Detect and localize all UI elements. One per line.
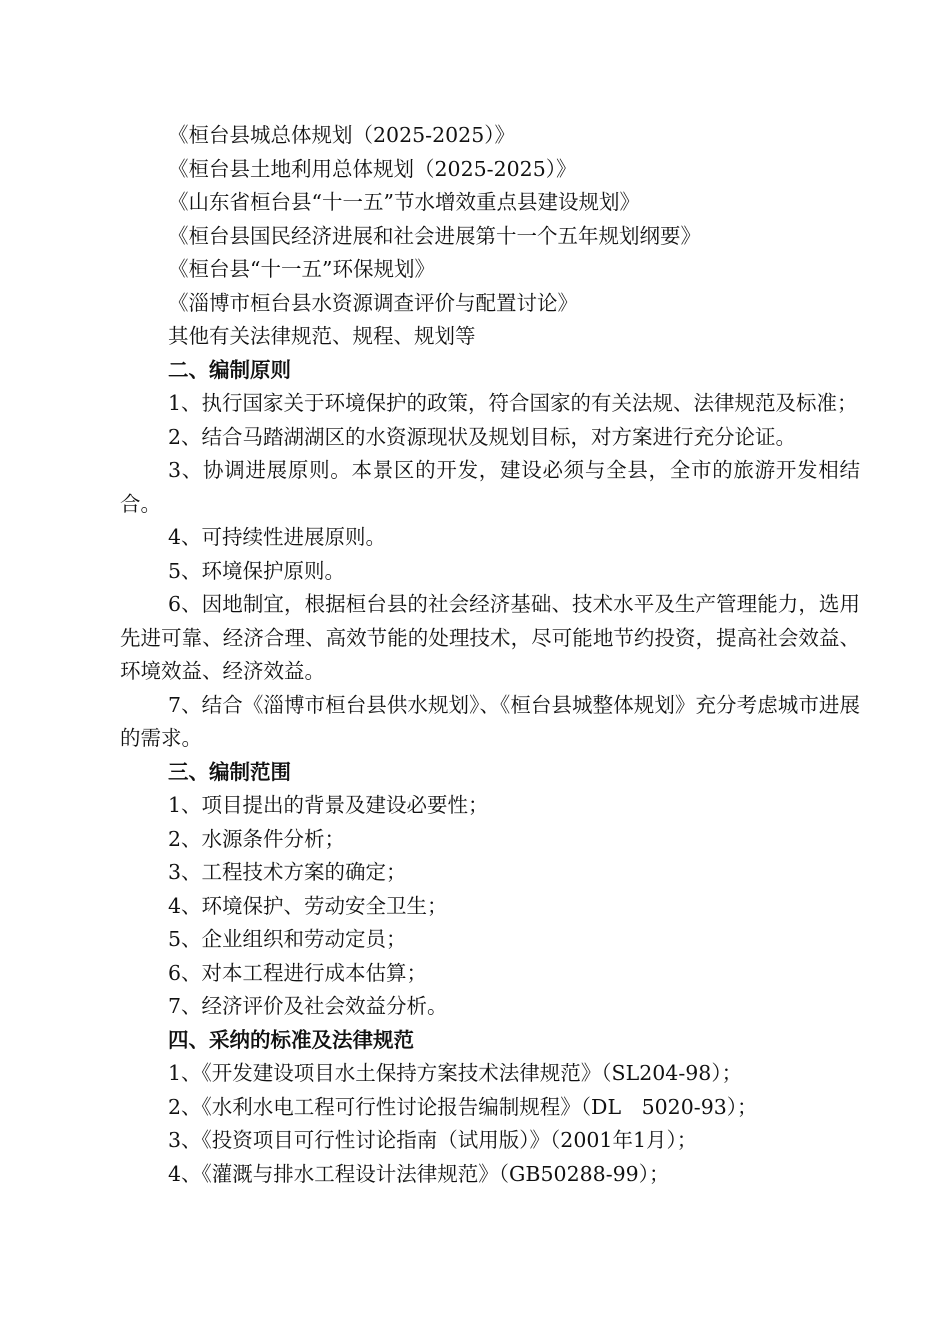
scope-item: 5、企业组织和劳动定员； (168, 927, 407, 951)
principle-item: 3、协调进展原则。本景区的开发，建设必须与全县，全市的旅游开发相结合。 (120, 458, 860, 516)
standard-item: 4、《灌溉与排水工程设计法律规范》（GB50288-99）； (168, 1161, 670, 1186)
scope-item: 4、环境保护、劳动安全卫生； (168, 893, 448, 918)
reference-item: 其他有关法律规范、规程、规划等 (168, 324, 476, 348)
principle-item: 4、可持续性进展原则。 (168, 525, 387, 549)
section-heading-scope: 三、编制范围 (168, 759, 291, 784)
scope-item: 7、经济评价及社会效益分析。 (168, 994, 448, 1018)
scope-item: 2、水源条件分析； (168, 826, 346, 851)
scope-item: 3、工程技术方案的确定； (168, 860, 407, 884)
reference-item: 《桓台县土地利用总体规划（2025-2025）》 (168, 156, 577, 181)
standard-item: 3、《投资项目可行性讨论指南（试用版）》（2001年1月）； (168, 1128, 698, 1152)
reference-item: 《桓台县“十一五”环保规划》 (168, 257, 435, 281)
section-heading-standards: 四、采纳的标准及法律规范 (168, 1027, 414, 1052)
standard-item: 2、《水利水电工程可行性讨论报告编制规程》（DL 5020-93）； (168, 1094, 758, 1119)
principle-item: 6、因地制宜，根据桓台县的社会经济基础、技术水平及生产管理能力，选用先进可靠、经济合理、高效节能的处理技术，尽可能地节约投资，提高社会效益、环境效益、经济效益。 (120, 592, 860, 683)
reference-item: 《山东省桓台县“十一五”节水增效重点县建设规划》 (168, 190, 640, 214)
principle-item: 2、结合马踏湖湖区的水资源现状及规划目标，对方案进行充分论证。 (168, 424, 797, 449)
reference-item: 《淄博市桓台县水资源调查评价与配置讨论》 (168, 290, 578, 315)
reference-item: 《桓台县城总体规划（2025-2025）》 (168, 123, 516, 147)
section-heading-principles: 二、编制原则 (168, 357, 291, 382)
reference-item: 《桓台县国民经济进展和社会进展第十一个五年规划纲要》 (168, 223, 701, 248)
scope-item: 1、项目提出的背景及建设必要性； (168, 793, 489, 817)
document-body (120, 119, 860, 1191)
principle-item: 1、执行国家关于环境保护的政策，符合国家的有关法规、法律规范及标准； (168, 391, 858, 415)
principle-item: 7、结合《淄博市桓台县供水规划》、《桓台县城整体规划》充分考虑城市进展的需求。 (120, 692, 860, 750)
standard-item: 1、《开发建设项目水土保持方案技术法律规范》（SL204-98）； (168, 1061, 743, 1085)
principle-item: 5、环境保护原则。 (168, 558, 346, 583)
scope-item: 6、对本工程进行成本估算； (168, 960, 428, 985)
